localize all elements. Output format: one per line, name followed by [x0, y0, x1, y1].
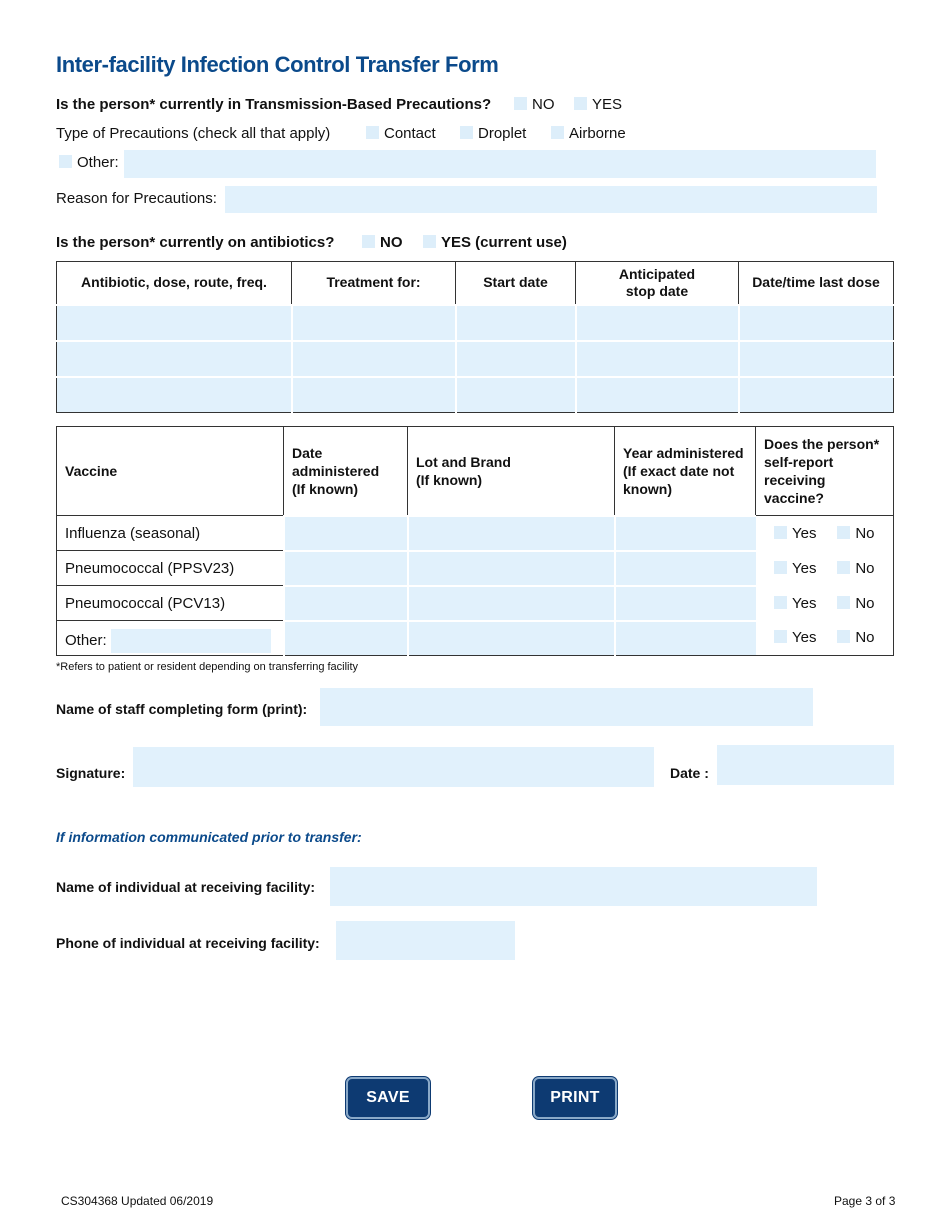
lot-brand-input[interactable] [408, 621, 615, 656]
date-administered-input[interactable] [284, 586, 408, 621]
vaccine-name: Pneumococcal (PCV13) [57, 586, 284, 621]
antibiotics-yes-option[interactable]: YES (current use) [423, 234, 567, 251]
year-administered-input[interactable] [615, 516, 756, 551]
lot-brand-input[interactable] [408, 516, 615, 551]
start-date-input[interactable] [456, 305, 576, 341]
no-option[interactable]: No [837, 525, 874, 542]
checkbox-icon[interactable] [59, 155, 72, 168]
self-report-options [756, 516, 894, 551]
print-button[interactable]: PRINT [533, 1077, 617, 1119]
precautions-question: Is the person* currently in Transmission-Based Precautions? [56, 96, 492, 113]
reason-label: Reason for Precautions: [56, 190, 217, 207]
stop-date-header: Anticipated stop date [576, 262, 739, 305]
receiving-name-label: Name of individual at receiving facility: [56, 879, 316, 895]
vaccine-other-input[interactable] [111, 629, 271, 653]
last-dose-input[interactable] [739, 341, 894, 377]
other-precaution-input[interactable] [124, 150, 876, 178]
self-report-options [756, 586, 894, 621]
self-report-options [756, 621, 894, 656]
table-row [57, 586, 894, 621]
checkbox-icon[interactable] [774, 561, 787, 574]
antibiotic-header: Antibiotic, dose, route, freq. [57, 262, 292, 305]
date-administered-input[interactable] [284, 621, 408, 656]
yes-option[interactable]: Yes [774, 629, 816, 646]
staff-name-input[interactable] [320, 688, 813, 726]
checkbox-icon[interactable] [774, 630, 787, 643]
vaccine-name: Influenza (seasonal) [57, 516, 284, 551]
vaccine-header: Vaccine [57, 427, 284, 516]
yes-option[interactable]: Yes [774, 595, 816, 612]
vaccine-other-cell [57, 621, 284, 656]
precautions-no-option[interactable]: NO [514, 96, 555, 113]
yes-option[interactable]: Yes [774, 560, 816, 577]
signature-label: Signature: [56, 765, 126, 781]
droplet-option[interactable]: Droplet [460, 125, 526, 142]
vaccine-table-header [57, 427, 894, 516]
airborne-option[interactable]: Airborne [551, 125, 626, 142]
other-precaution-option[interactable]: Other: [59, 154, 119, 171]
checkbox-icon[interactable] [837, 630, 850, 643]
page-number: Page 3 of 3 [834, 1194, 896, 1208]
receiving-phone-label: Phone of individual at receiving facility: [56, 935, 320, 951]
no-option[interactable]: No [837, 629, 874, 646]
start-date-input[interactable] [456, 341, 576, 377]
precaution-types-label: Type of Precautions (check all that apply) [56, 125, 331, 142]
no-option[interactable]: No [837, 560, 874, 577]
save-button[interactable]: SAVE [346, 1077, 430, 1119]
checkbox-icon[interactable] [774, 596, 787, 609]
treatment-header: Treatment for: [292, 262, 456, 305]
checkbox-icon[interactable] [362, 235, 375, 248]
staff-name-label: Name of staff completing form (print): [56, 701, 308, 717]
table-row [57, 377, 894, 413]
checkbox-icon[interactable] [837, 596, 850, 609]
checkbox-icon[interactable] [366, 126, 379, 139]
table-row [57, 516, 894, 551]
treatment-input[interactable] [292, 377, 456, 413]
start-date-input[interactable] [456, 377, 576, 413]
last-dose-header: Date/time last dose [739, 262, 894, 305]
checkbox-icon[interactable] [837, 526, 850, 539]
date-administered-input[interactable] [284, 551, 408, 586]
prior-transfer-heading: If information communicated prior to transfer: [56, 829, 362, 845]
footnote: *Refers to patient or resident depending on transferring facility [56, 661, 359, 673]
vaccine-name: Other: [65, 631, 107, 649]
start-date-header: Start date [456, 262, 576, 305]
date-input[interactable] [717, 745, 894, 785]
antibiotics-no-option[interactable]: NO [362, 234, 403, 251]
stop-date-input[interactable] [576, 377, 739, 413]
checkbox-icon[interactable] [574, 97, 587, 110]
contact-option[interactable]: Contact [366, 125, 436, 142]
date-administered-input[interactable] [284, 516, 408, 551]
vaccine-name: Pneumococcal (PPSV23) [57, 551, 284, 586]
checkbox-icon[interactable] [774, 526, 787, 539]
antibiotic-table-header [57, 262, 894, 305]
receiving-name-input[interactable] [330, 867, 817, 906]
reason-input[interactable] [225, 186, 877, 213]
year-administered-input[interactable] [615, 551, 756, 586]
table-row [57, 305, 894, 341]
lot-brand-input[interactable] [408, 586, 615, 621]
signature-input[interactable] [133, 747, 654, 787]
table-row [57, 621, 894, 656]
antibiotic-table [56, 261, 894, 413]
checkbox-icon[interactable] [551, 126, 564, 139]
antibiotic-input[interactable] [57, 305, 292, 341]
antibiotics-question: Is the person* currently on antibiotics? [56, 234, 335, 251]
year-administered-input[interactable] [615, 621, 756, 656]
form-title: Inter-facility Infection Control Transfer Form [56, 52, 499, 77]
year-administered-input[interactable] [615, 586, 756, 621]
stop-date-input[interactable] [576, 341, 739, 377]
checkbox-icon[interactable] [514, 97, 527, 110]
date-administered-header: Date administered (If known) [284, 427, 408, 516]
last-dose-input[interactable] [739, 305, 894, 341]
self-report-options [756, 551, 894, 586]
table-row [57, 551, 894, 586]
checkbox-icon[interactable] [837, 561, 850, 574]
lot-brand-input[interactable] [408, 551, 615, 586]
last-dose-input[interactable] [739, 377, 894, 413]
checkbox-icon[interactable] [460, 126, 473, 139]
form-code: CS304368 Updated 06/2019 [61, 1194, 214, 1208]
treatment-input[interactable] [292, 341, 456, 377]
precautions-yes-option[interactable]: YES [574, 96, 622, 113]
date-label: Date : [670, 765, 709, 781]
checkbox-icon[interactable] [423, 235, 436, 248]
no-option[interactable]: No [837, 595, 874, 612]
lot-brand-header: Lot and Brand (If known) [408, 427, 615, 516]
vaccine-table [56, 426, 894, 656]
antibiotic-input[interactable] [57, 341, 292, 377]
yes-option[interactable]: Yes [774, 525, 816, 542]
year-administered-header: Year administered (If exact date not known) [615, 427, 756, 516]
antibiotic-input[interactable] [57, 377, 292, 413]
table-row [57, 341, 894, 377]
self-report-header: Does the person* self-report receiving vaccine? [756, 427, 894, 516]
stop-date-input[interactable] [576, 305, 739, 341]
receiving-phone-input[interactable] [336, 921, 515, 960]
treatment-input[interactable] [292, 305, 456, 341]
